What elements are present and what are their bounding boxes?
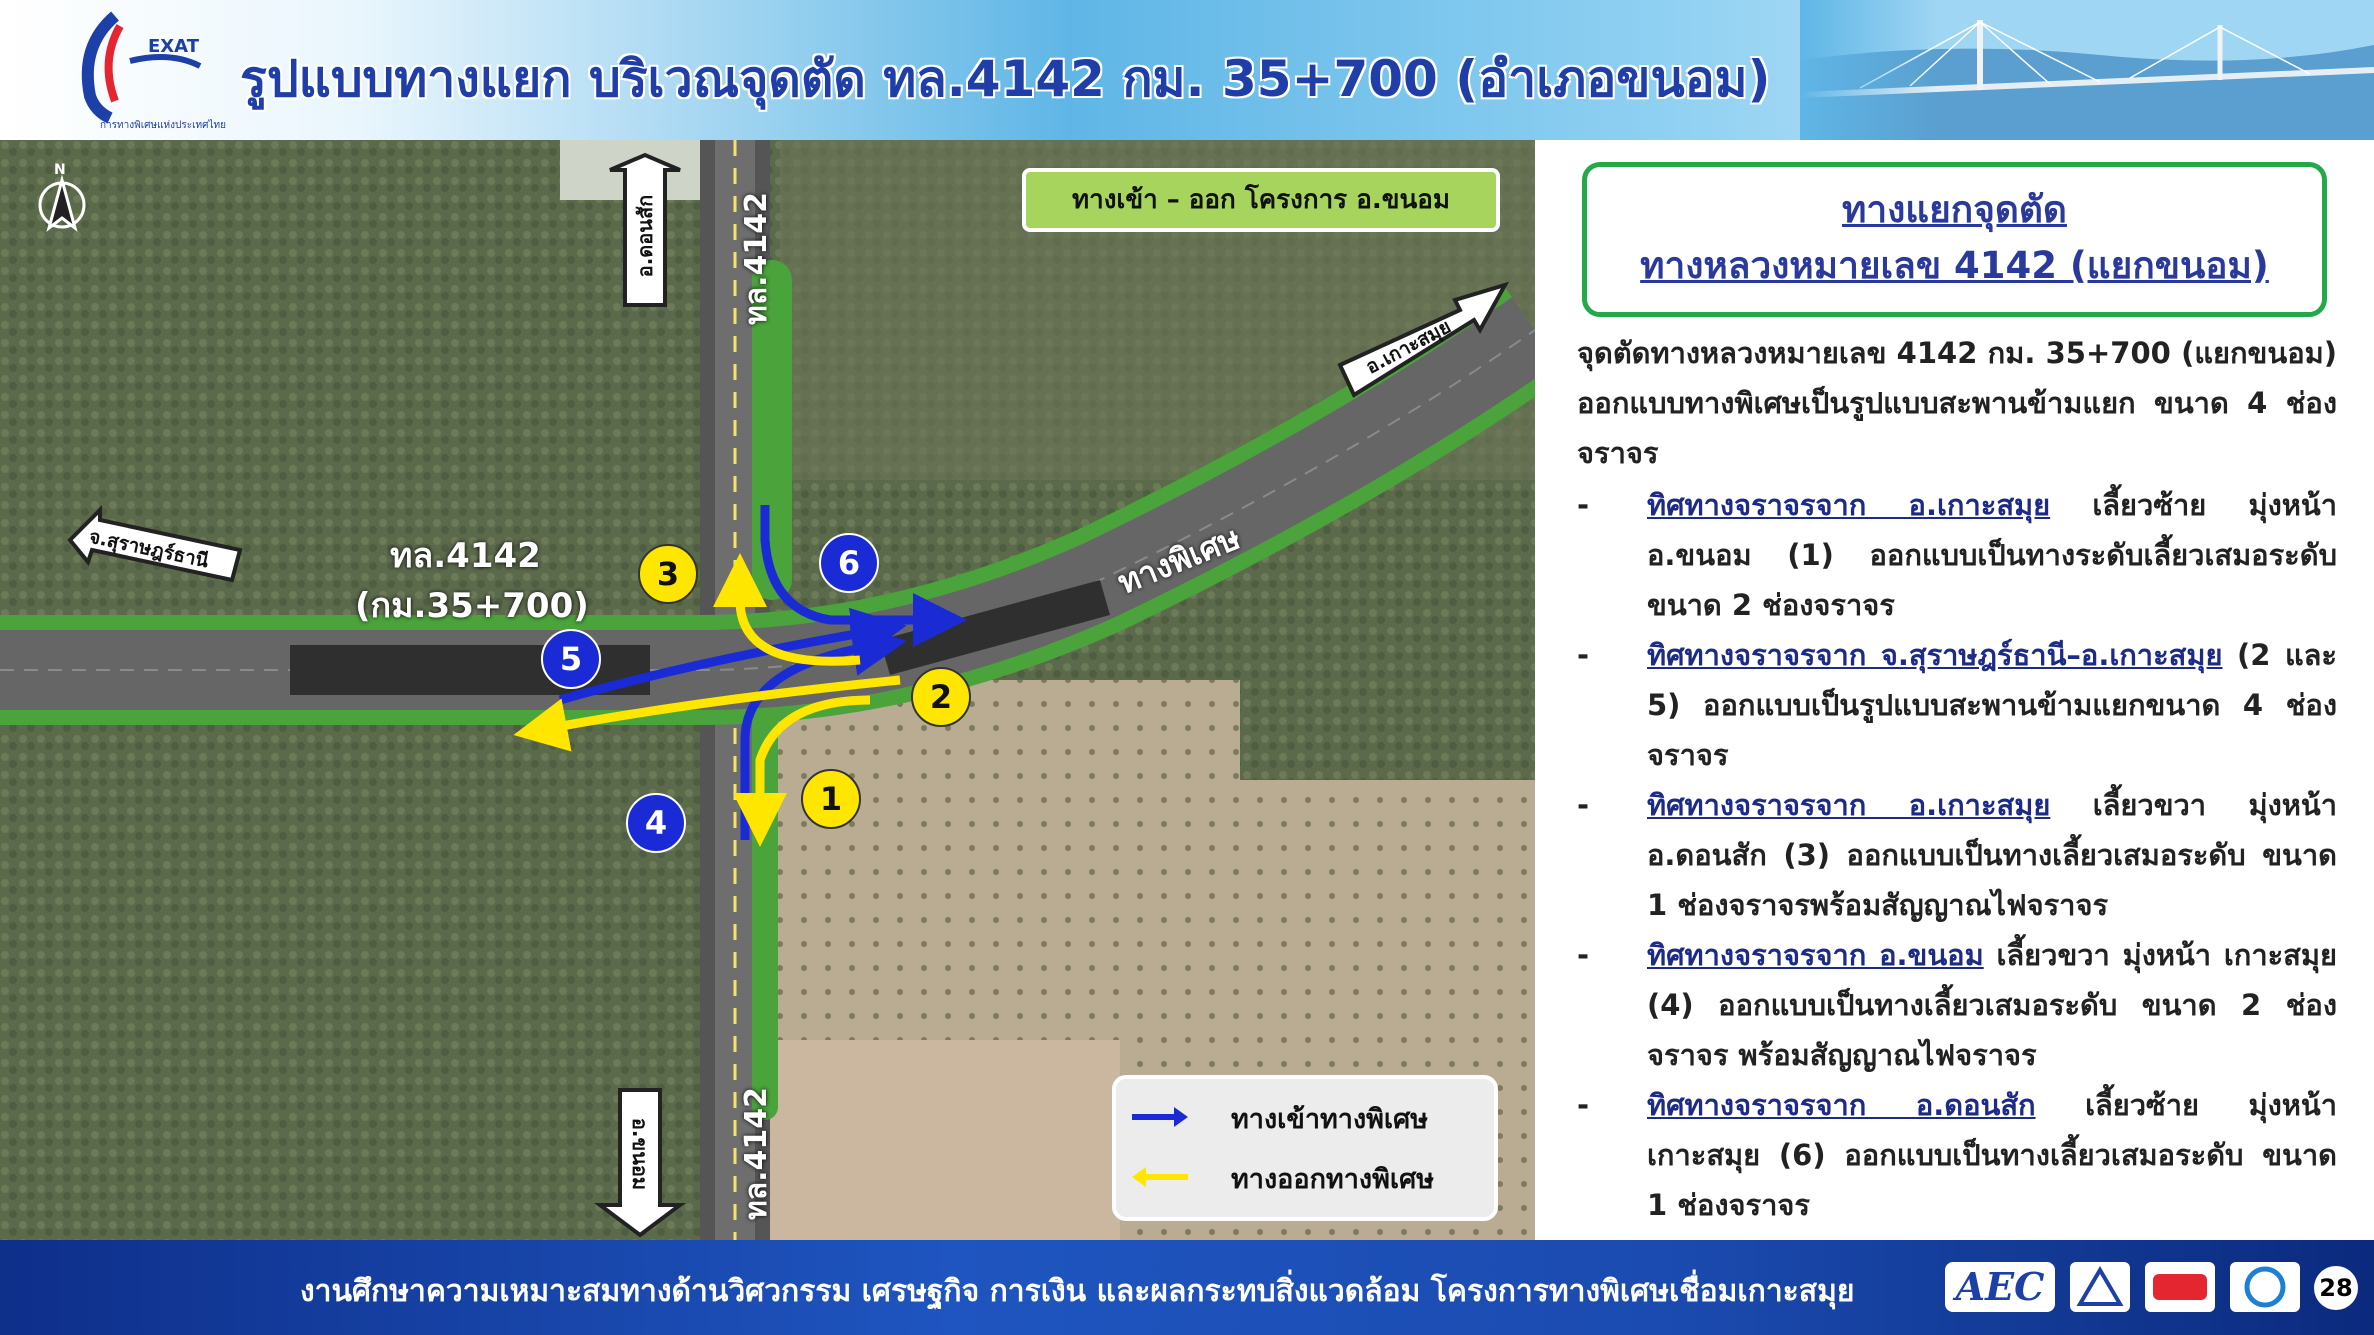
road-name-label: ทล.4142: [390, 536, 541, 576]
logo-text: EXAT: [148, 36, 199, 57]
bullet-dash: -: [1577, 938, 1590, 972]
intersection-map: [0, 140, 1535, 1240]
marker-1-label: 1: [819, 780, 843, 818]
road-km-label: (กม.35+700): [355, 586, 589, 626]
bullet-head: ทิศทางจราจรจาก อ.เกาะสมุย: [1647, 788, 2051, 822]
bullet-tail: (2 และ 5) ออกแบบเป็นรูปแบบสะพานข้ามแยกขนาด 4 ช่องจราจร: [1647, 638, 2337, 772]
footer-text: งานศึกษาความเหมาะสมทางด้านวิศวกรรม เศรษฐกิจ การเงิน และผลกระทบสิ่งแวดล้อม โครงการทางพิเศษเชื่อมเกาะสมุย: [300, 1274, 1855, 1309]
arrow-west-label: จ.สุราษฎร์ธานี: [87, 525, 211, 573]
page-title: รูปแบบทางแยก บริเวณจุดตัด ทล.4142 กม. 35+700 (อำเภอขนอม): [240, 50, 1771, 108]
bullet-dash: -: [1577, 488, 1590, 522]
exat-logo: [60, 6, 240, 134]
description-panel: [1535, 140, 2374, 1240]
expressway-label: ทางพิเศษ: [1112, 518, 1246, 602]
bullet-head: ทิศทางจราจรจาก อ.เกาะสมุย: [1647, 488, 2051, 522]
bullet-head: ทิศทางจราจรจาก จ.สุราษฎร์ธานี–อ.เกาะสมุย: [1647, 638, 2223, 672]
bullet-tail: เลี้ยวซ้าย มุ่งหน้า อ.ขนอม (1) ออกแบบเป็นทางระดับเลี้ยวเสมอระดับ ขนาด 2 ช่องจราจร: [1647, 488, 2337, 622]
legend-out-label: ทางออกทางพิเศษ: [1231, 1164, 1435, 1195]
panel-title-line1: ทางแยกจุดตัด: [1842, 188, 2067, 231]
bullet-head: ทิศทางจราจรจาก อ.ดอนสัก: [1647, 1088, 2036, 1122]
bullet-tail: เลี้ยวขวา มุ่งหน้า อ.ดอนสัก (3) ออกแบบเป็นทางเลี้ยวเสมอระดับ ขนาด 1 ช่องจราจรพร้อมสัญญาณไฟจราจร: [1647, 788, 2337, 922]
header-banner: [0, 0, 2374, 140]
marker-5-label: 5: [559, 640, 583, 678]
marker-4-label: 4: [644, 804, 668, 842]
partner-logo-blue-icon: [2230, 1262, 2300, 1312]
page-number: 28: [2314, 1266, 2358, 1310]
bullet-item: [1577, 780, 2337, 930]
aec-logo: AEC: [1945, 1262, 2055, 1312]
partner-logo-red-icon: [2145, 1262, 2215, 1312]
bullet-dash: -: [1577, 788, 1590, 822]
arrow-east-label: อ.เกาะสมุย: [1362, 315, 1455, 379]
marker-3-label: 3: [656, 555, 680, 593]
bullet-tail: เลี้ยวขวา มุ่งหน้า เกาะสมุย (4) ออกแบบเป็นทางเลี้ยวเสมอระดับ ขนาด 2 ช่องจราจร พร้อมสัญญาณไฟจราจร: [1647, 938, 2337, 1072]
marker-2-label: 2: [929, 678, 953, 716]
bullet-tail: เลี้ยวซ้าย มุ่งหน้า เกาะสมุย (6) ออกแบบเป็นทางเลี้ยวเสมอระดับ ขนาด 1 ช่องจราจร: [1647, 1088, 2337, 1222]
bullet-dash: -: [1577, 638, 1590, 672]
panel-title-line2: ทางหลวงหมายเลข 4142 (แยกขนอม): [1640, 244, 2269, 287]
bullet-item: [1577, 480, 2337, 630]
arrow-south-label: อ.ขนอม: [628, 1117, 652, 1191]
bullet-item: [1577, 1080, 2337, 1230]
legend: [1112, 1075, 1498, 1221]
intro-paragraph: จุดตัดทางหลวงหมายเลข 4142 กม. 35+700 (แยกขนอม) ออกแบบทางพิเศษเป็นรูปแบบสะพานข้ามแยก ขนาด 4 ช่องจราจร: [1577, 336, 2337, 470]
bullet-dash: -: [1577, 1088, 1590, 1122]
arrow-north-label: อ.ดอนสัก: [633, 194, 657, 278]
logo-subtext: การทางพิเศษแห่งประเทศไทย: [100, 120, 226, 131]
partner-logo-icon: [2070, 1262, 2130, 1312]
bullet-item: [1577, 930, 2337, 1080]
bullet-head: ทิศทางจราจรจาก อ.ขนอม: [1647, 938, 1984, 972]
north-label: N: [54, 162, 66, 178]
legend-out-arrow-icon: [1130, 1165, 1190, 1189]
legend-in-label: ทางเข้าทางพิเศษ: [1231, 1104, 1429, 1135]
panel-title-box: [1582, 162, 2327, 317]
bullet-item: [1577, 630, 2337, 780]
road-label-north: ทล.4142: [739, 191, 775, 326]
map-top-banner: ทางเข้า – ออก โครงการ อ.ขนอม: [1022, 168, 1500, 232]
road-label-south: ทล.4142: [739, 1086, 775, 1221]
bridge-illustration: [1800, 0, 2374, 140]
marker-6-label: 6: [837, 544, 861, 582]
legend-in-arrow-icon: [1130, 1105, 1190, 1129]
